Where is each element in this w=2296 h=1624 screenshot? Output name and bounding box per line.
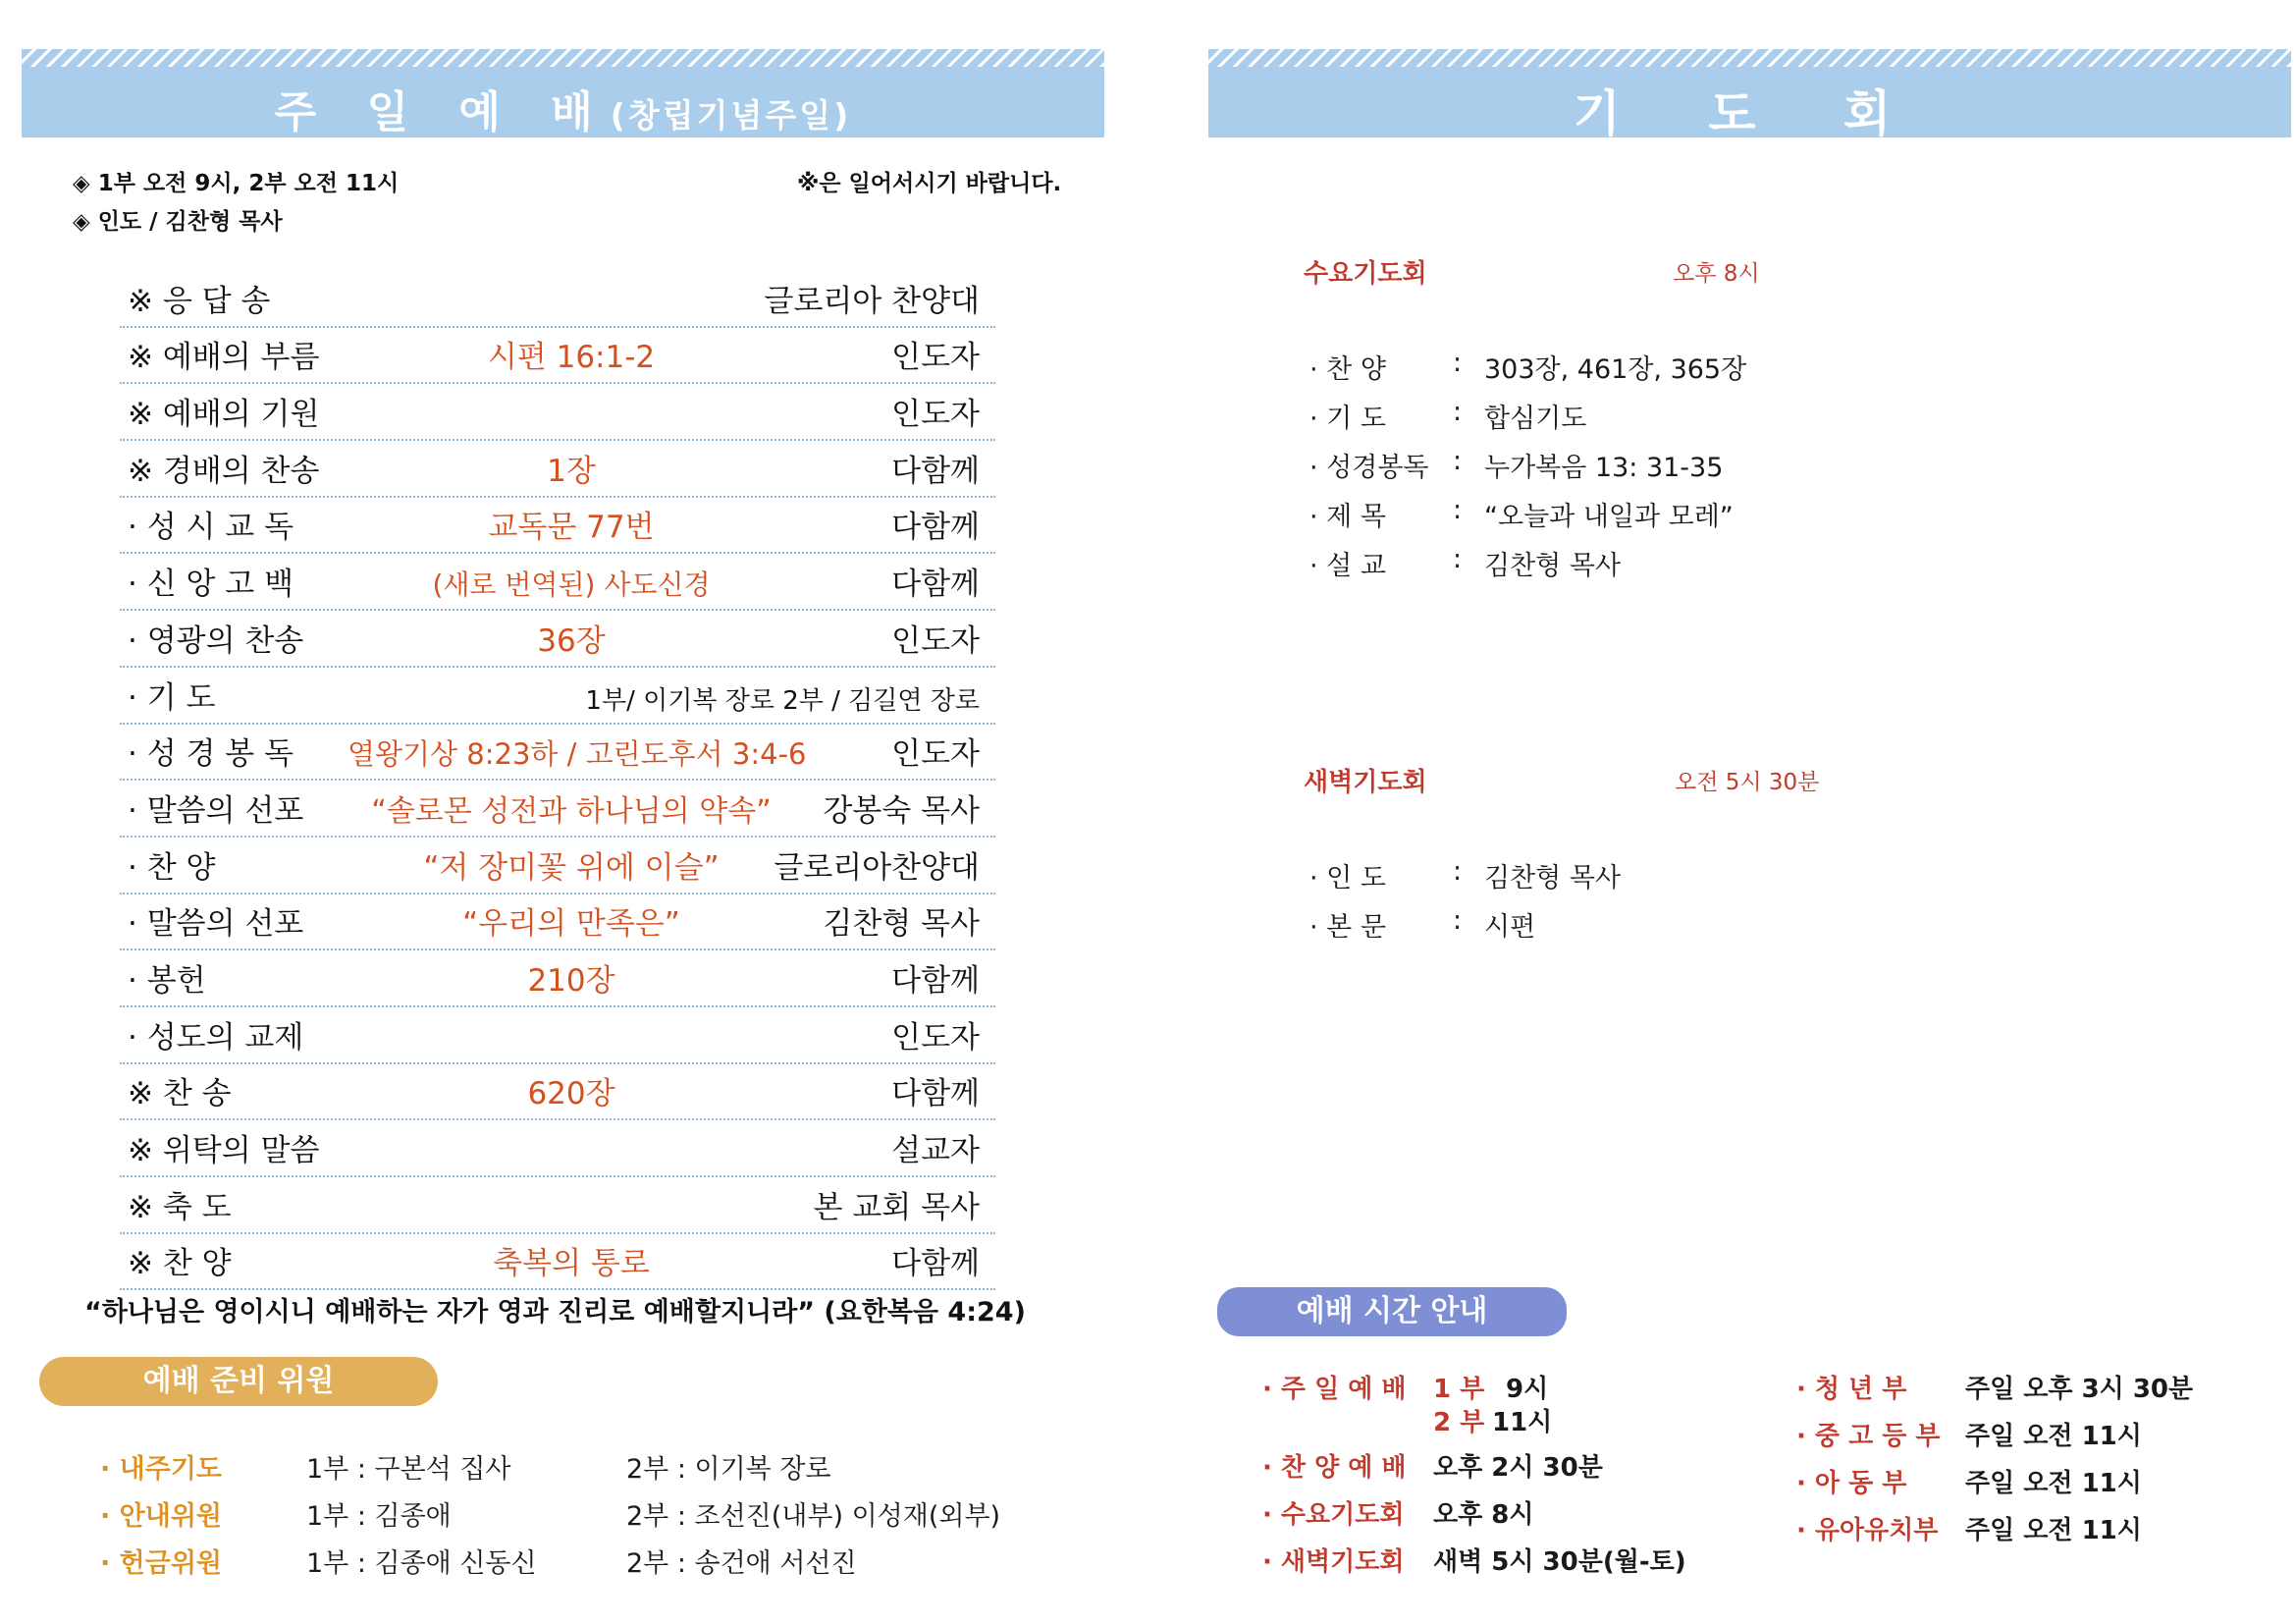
order-leader: 다함께 [891, 962, 980, 999]
order-row [120, 668, 995, 725]
scripture-quote: “하나님은 영이시니 예배하는 자가 영과 진리로 예배할지니라” (요한복음 4:24) [84, 1297, 1026, 1327]
order-item: ※ 응 답 송 [128, 283, 271, 319]
dawn-prayer-time: 오전 5시 30분 [1675, 770, 1820, 795]
order-item: ※ 경배의 찬송 [128, 453, 320, 489]
dawn-prayer-title: 새벽기도회 [1304, 768, 1427, 797]
order-item: · 성도의 교제 [128, 1019, 304, 1056]
colon: : [1453, 446, 1463, 476]
order-detail: 축복의 통로 [493, 1246, 650, 1282]
prep-second-service: 2부 : 조선진(내부) 이성재(외부) [626, 1501, 1001, 1532]
order-leader: 설교자 [891, 1133, 980, 1168]
wed-item-value: 합심기도 [1484, 404, 1587, 434]
order-detail: 210장 [527, 962, 615, 999]
order-detail: “솔로몬 성전과 하나님의 약속” [371, 793, 772, 829]
prayer-header [1208, 49, 2291, 137]
order-row [120, 498, 995, 555]
colon: : [1453, 856, 1463, 887]
order-row [120, 1177, 995, 1234]
order-item: · 신 앙 고 백 [128, 567, 294, 603]
order-row [120, 894, 995, 951]
schedule-label: · 찬 양 예 배 [1262, 1453, 1407, 1483]
prep-committee-title: 예배 준비 위원 [39, 1357, 438, 1406]
schedule-time: 오후 2시 30분 [1433, 1453, 1603, 1483]
order-item: ※ 찬 양 [128, 1246, 232, 1282]
schedule-time: 11시 [1492, 1408, 1553, 1437]
worship-header-title: 주 일 예 배(창립기념주일) [274, 87, 852, 137]
order-leader: 1부/ 이기복 장로 2부 / 김길연 장로 [585, 685, 980, 716]
schedule-label: · 아 동 부 [1796, 1469, 1907, 1498]
wed-item-value: 303장, 461장, 365장 [1484, 354, 1747, 385]
order-detail: 1장 [547, 453, 596, 489]
order-row [120, 950, 995, 1007]
order-detail: “저 장미꽃 위에 이슬” [423, 849, 720, 886]
order-row [120, 725, 995, 782]
schedule-time: 새벽 5시 30분(월-토) [1433, 1547, 1686, 1577]
prep-role: · 내주기도 [100, 1454, 222, 1485]
wed-item-label: · 성경봉독 [1309, 453, 1429, 483]
colon: : [1453, 905, 1463, 936]
schedule-time: 오후 8시 [1433, 1500, 1534, 1530]
order-leader: 인도자 [891, 1019, 980, 1056]
order-row [120, 441, 995, 498]
schedule-title: 예배 시간 안내 [1217, 1287, 1567, 1336]
order-leader: 다함께 [891, 510, 980, 546]
prep-first-service: 1부 : 김종애 신동신 [306, 1548, 537, 1579]
colon: : [1453, 495, 1463, 525]
order-row [120, 1064, 995, 1121]
order-row [120, 554, 995, 611]
schedule-label: · 유아유치부 [1796, 1516, 1939, 1545]
prayer-header-title: 기 도 회 [1573, 85, 1927, 137]
worship-header-subtitle: (창립기념주일) [610, 96, 852, 135]
order-leader: 다함께 [891, 453, 980, 489]
header-stripe [22, 49, 1104, 67]
order-detail: “우리의 만족은” [462, 906, 680, 943]
order-row [120, 1007, 995, 1064]
order-leader: 다함께 [891, 1246, 980, 1282]
wed-item-label: · 설 교 [1309, 551, 1386, 581]
order-row [120, 384, 995, 441]
schedule-time: 주일 오전 11시 [1965, 1469, 2142, 1498]
prep-first-service: 1부 : 김종애 [306, 1501, 452, 1532]
order-detail: 시편 16:1-2 [487, 340, 656, 376]
order-detail: 교독문 77번 [488, 510, 655, 546]
schedule-label: · 청 년 부 [1796, 1375, 1907, 1404]
order-leader: 다함께 [891, 1076, 980, 1112]
order-leader: 글로리아찬양대 [774, 849, 980, 886]
order-item: ※ 위탁의 말씀 [128, 1133, 320, 1168]
prep-role: · 안내위원 [100, 1501, 222, 1532]
prep-second-service: 2부 : 이기복 장로 [626, 1454, 831, 1485]
order-item: ※ 예배의 부름 [128, 340, 320, 376]
schedule-part: 2 부 [1433, 1408, 1485, 1437]
prep-role: · 헌금위원 [100, 1548, 222, 1579]
order-item: · 기 도 [128, 679, 216, 716]
wed-item-value: 누가복음 13: 31-35 [1484, 453, 1724, 483]
dawn-item-label: · 본 문 [1309, 912, 1386, 943]
order-item: ※ 축 도 [128, 1189, 232, 1225]
wed-item-value: 김찬형 목사 [1484, 551, 1621, 581]
order-row [120, 1234, 995, 1291]
dawn-item-label: · 인 도 [1309, 863, 1386, 893]
order-detail: 620장 [527, 1076, 615, 1112]
order-item: · 성 경 봉 독 [128, 736, 294, 773]
wed-item-label: · 제 목 [1309, 502, 1386, 532]
order-item: · 영광의 찬송 [128, 623, 304, 659]
order-item: · 찬 양 [128, 849, 216, 886]
order-leader: 인도자 [891, 623, 980, 659]
order-leader: 인도자 [891, 340, 980, 376]
stand-note: ※은 일어서시기 바랍니다. [797, 171, 1062, 196]
order-item: · 봉헌 [128, 962, 206, 999]
order-leader: 본 교회 목사 [813, 1189, 980, 1225]
dawn-item-value: 시편 [1484, 912, 1536, 943]
header-stripe [1208, 49, 2291, 67]
leader-info: ◈ 인도 / 김찬형 목사 [73, 209, 283, 235]
schedule-time: 주일 오후 3시 30분 [1965, 1375, 2194, 1404]
order-row [120, 781, 995, 838]
order-item: · 말씀의 선포 [128, 792, 304, 829]
order-detail: 36장 [537, 623, 606, 659]
order-item: · 성 시 교 독 [128, 510, 294, 546]
colon: : [1453, 397, 1463, 427]
order-leader: 인도자 [891, 736, 980, 773]
order-row [120, 838, 995, 894]
order-item: ※ 예배의 기원 [128, 397, 320, 433]
schedule-time: 주일 오전 11시 [1965, 1516, 2142, 1545]
schedule-label: · 중 고 등 부 [1796, 1422, 1941, 1451]
wed-item-value: “오늘과 내일과 모레” [1484, 502, 1734, 532]
schedule-part: 1 부 [1433, 1375, 1485, 1404]
schedule-label: · 새벽기도회 [1262, 1547, 1405, 1577]
order-leader: 강봉숙 목사 [823, 792, 980, 829]
schedule-time: 9시 [1506, 1375, 1549, 1404]
worship-header [22, 49, 1104, 137]
order-leader: 김찬형 목사 [823, 906, 980, 943]
order-item: · 말씀의 선포 [128, 906, 304, 943]
order-row [120, 271, 995, 328]
prep-first-service: 1부 : 구본석 집사 [306, 1454, 511, 1485]
colon: : [1453, 544, 1463, 574]
wed-prayer-time: 오후 8시 [1673, 261, 1760, 287]
colon: : [1453, 348, 1463, 378]
order-detail: 열왕기상 8:23하 / 고린도후서 3:4-6 [347, 737, 807, 772]
order-row [120, 1120, 995, 1177]
wed-prayer-title: 수요기도회 [1304, 259, 1427, 289]
dawn-item-value: 김찬형 목사 [1484, 863, 1621, 893]
service-times: ◈ 1부 오전 9시, 2부 오전 11시 [73, 171, 400, 196]
order-of-worship [120, 271, 995, 1290]
order-leader: 글로리아 찬양대 [764, 283, 980, 319]
prep-second-service: 2부 : 송건애 서선진 [626, 1548, 857, 1579]
order-leader: 인도자 [891, 397, 980, 433]
schedule-label: · 주 일 예 배 [1262, 1375, 1407, 1404]
order-item: ※ 찬 송 [128, 1076, 232, 1112]
order-detail: (새로 번역된) 사도신경 [432, 568, 711, 602]
order-row [120, 328, 995, 385]
schedule-time: 주일 오전 11시 [1965, 1422, 2142, 1451]
schedule-label: · 수요기도회 [1262, 1500, 1405, 1530]
wed-item-label: · 찬 양 [1309, 354, 1386, 385]
order-leader: 다함께 [891, 567, 980, 603]
order-row [120, 611, 995, 668]
wed-item-label: · 기 도 [1309, 404, 1386, 434]
